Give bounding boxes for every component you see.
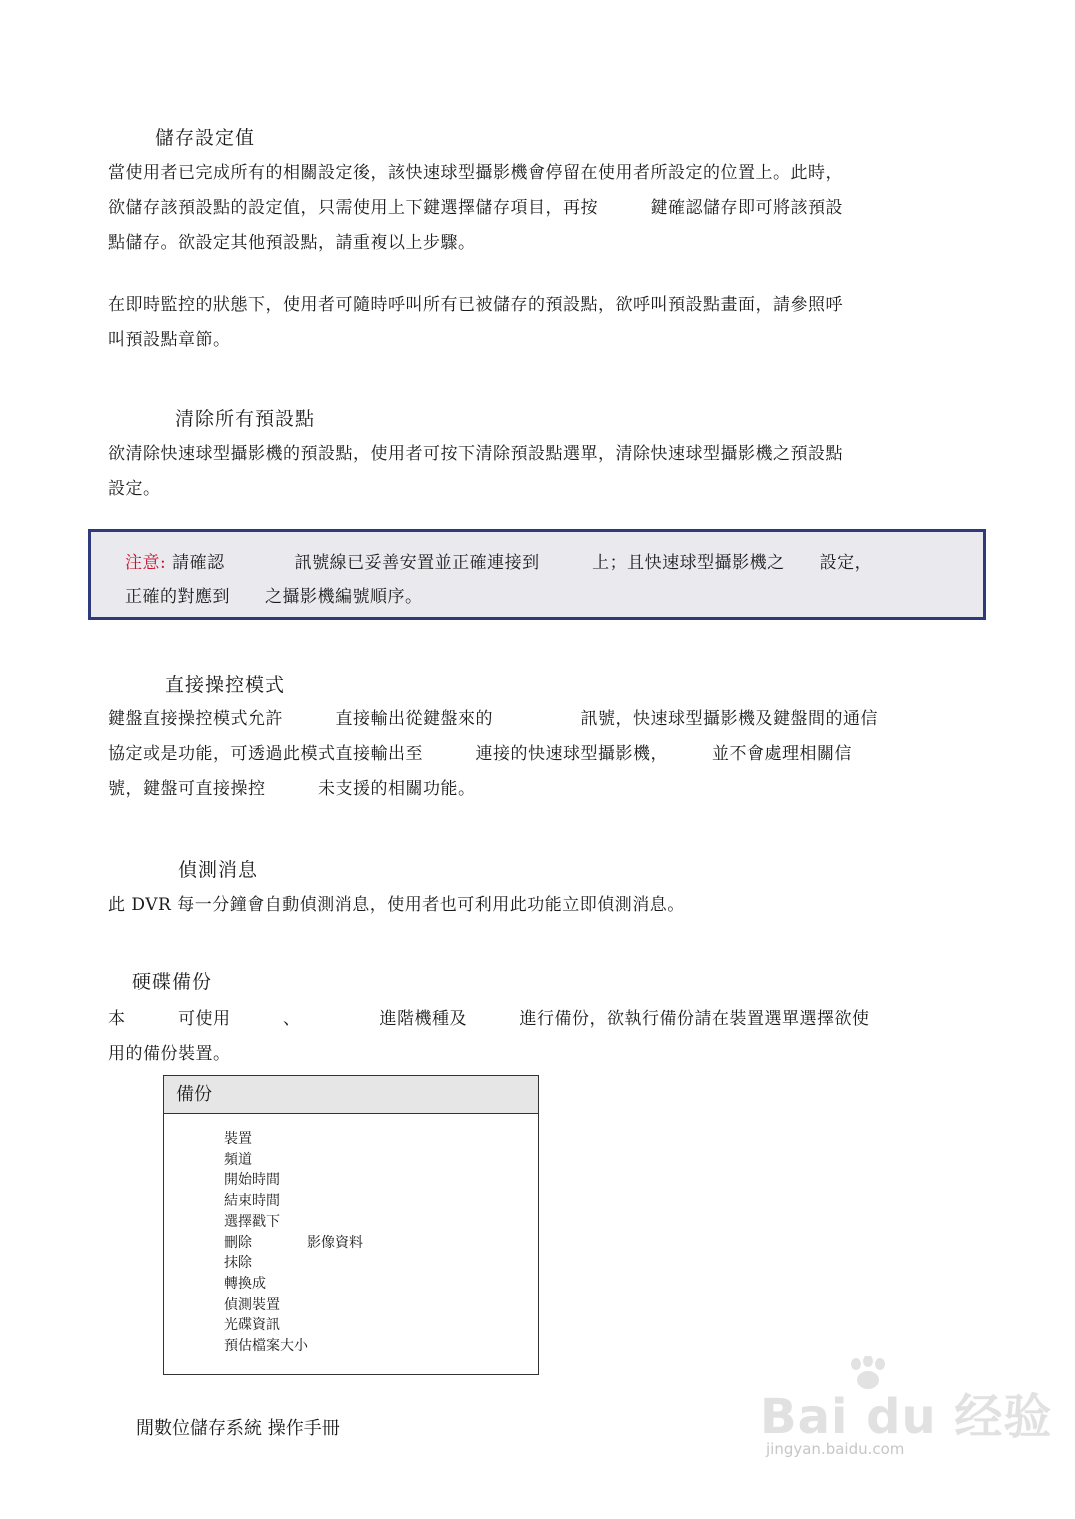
note-box (88, 529, 986, 620)
menu-item-end-time: 結束時間 (224, 1193, 280, 1210)
text-line: 設定。 (108, 479, 161, 499)
menu-item-device: 裝置 (224, 1131, 252, 1147)
menu-item-start-time: 開始時間 (224, 1172, 280, 1189)
menu-item-convert: 轉換成 (224, 1275, 266, 1292)
baidu-watermark (760, 1356, 1053, 1480)
note-text: 請確認 訊號線已妥善安置並正確連接到 上；且快速球型攝影機之 設定， (172, 553, 873, 573)
paragraph-direct-control (108, 702, 988, 807)
menu-item-channel: 頻道 (224, 1151, 252, 1168)
menu-item-delete (224, 1233, 363, 1254)
backup-menu-list (224, 1129, 363, 1357)
text-line: 號，鍵盤可直接操控 未支援的相關功能。 (108, 779, 476, 799)
section-heading-save-settings: 儲存設定值 (155, 127, 256, 149)
text-line: 欲清除快速球型攝影機的預設點，使用者可按下清除預設點選單，清除快速球型攝影機之預設點 (108, 444, 843, 464)
paragraph-save-settings-2 (108, 288, 988, 358)
menu-item-select: 選擇戳下 (224, 1213, 280, 1230)
menu-item-detect-device: 偵測裝置 (224, 1296, 280, 1313)
menu-item-delete-label: 刪除 (224, 1234, 252, 1251)
menu-item-erase: 抹除 (224, 1255, 252, 1272)
watermark-url: jingyan.baidu.com (766, 1440, 905, 1458)
backup-menu-figure (163, 1075, 539, 1375)
backup-menu-title: 備份 (164, 1076, 538, 1114)
text-line: 鍵盤直接操控模式允許 直接輸出從鍵盤來的 訊號，快速球型攝影機及鍵盤間的通信 (108, 709, 878, 729)
paragraph-clear-presets (108, 437, 988, 507)
text-line: 協定或是功能，可透過此模式直接輸出至 連接的快速球型攝影機， 並不會處理相關信 (108, 744, 852, 764)
text-line: 叫預設點章節。 (108, 330, 231, 350)
section-heading-direct-control: 直接操控模式 (165, 674, 286, 696)
note-line-2: 正確的對應到 之攝影機編號順序。 (125, 587, 423, 607)
text-line: 欲儲存該預設點的設定值，只需使用上下鍵選擇儲存項目，再按 鍵確認儲存即可將該預設 (108, 198, 843, 218)
section-heading-clear-presets: 清除所有預設點 (175, 408, 316, 430)
page-footer: 閒數位儲存系統 操作手冊 (136, 1418, 340, 1439)
text-line: 當使用者已完成所有的相關設定後，該快速球型攝影機會停留在使用者所設定的位置上。此時， (108, 163, 843, 183)
watermark-brand: Bai du 经验 (760, 1389, 1053, 1445)
menu-item-disc-info: 光碟資訊 (224, 1317, 280, 1334)
paragraph-save-settings-1 (108, 156, 988, 261)
paragraph-detect-message (108, 888, 988, 923)
menu-item-estimated-size: 預估檔案大小 (224, 1338, 308, 1355)
menu-item-delete-suffix: 影像資料 (307, 1234, 363, 1251)
paragraph-hdd-backup (108, 1002, 988, 1072)
note-line-1 (125, 548, 872, 573)
note-label: 注意: (125, 553, 167, 573)
text-line: 此 DVR 每一分鐘會自動偵測消息，使用者也可利用此功能立即偵測消息。 (108, 895, 685, 915)
text-line: 本 可使用 、 進階機種及 進行備份，欲執行備份請在裝置選單選擇欲使 (108, 1009, 870, 1029)
section-heading-detect-message: 偵測消息 (178, 859, 259, 881)
text-line: 在即時監控的狀態下，使用者可隨時呼叫所有已被儲存的預設點，欲呼叫預設點畫面，請參照呼 (108, 295, 843, 315)
text-line: 點儲存。欲設定其他預設點，請重複以上步驟。 (108, 233, 476, 253)
text-line: 用的備份裝置。 (108, 1044, 231, 1064)
section-heading-hdd-backup: 硬碟備份 (132, 971, 213, 993)
